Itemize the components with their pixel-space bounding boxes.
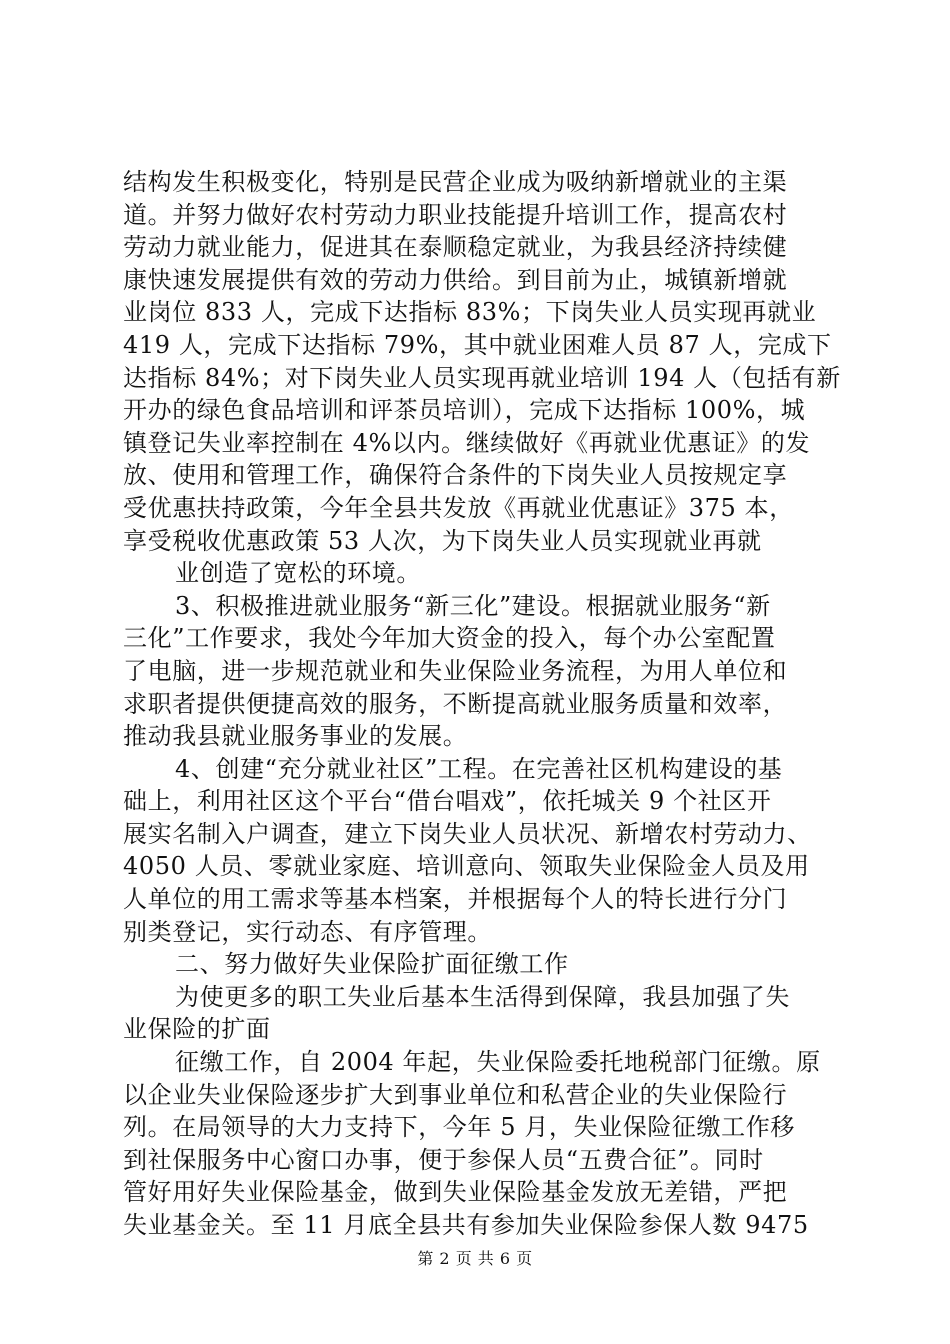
text-line: 享受税收优惠政策 53 人次，为下岗失业人员实现就业再就	[123, 526, 762, 555]
text-line: 419 人，完成下达指标 79%，其中就业困难人员 87 人，完成下	[123, 330, 832, 359]
text-line: 受优惠扶持政策，今年全县共发放《再就业优惠证》375 本，	[123, 493, 794, 522]
text-line: 管好用好失业保险基金，做到失业保险基金发放无差错，严把	[123, 1178, 788, 1207]
text-line: 别类登记，实行动态、有序管理。	[123, 917, 492, 946]
text-line: 道。并努力做好农村劳动力职业技能提升培训工作，提高农村	[123, 200, 788, 229]
text-line: 求职者提供便捷高效的服务，不断提高就业服务质量和效率，	[123, 689, 788, 718]
text-line: 列。在局领导的大力支持下，今年 5 月，失业保险征缴工作移	[123, 1113, 795, 1142]
text-line: 以企业失业保险逐步扩大到事业单位和私营企业的失业保险行	[123, 1080, 788, 1109]
text-line: 劳动力就业能力，促进其在泰顺稳定就业，为我县经济持续健	[123, 233, 788, 262]
document-body	[123, 166, 843, 1242]
text-line: 镇登记失业率控制在 4%以内。继续做好《再就业优惠证》的发	[123, 428, 811, 457]
text-line: 了电脑，进一步规范就业和失业保险业务流程，为用人单位和	[123, 656, 788, 685]
paragraph-start: 征缴工作，自 2004 年起，失业保险委托地税部门征缴。原	[175, 1048, 821, 1077]
text-line: 人单位的用工需求等基本档案，并根据每个人的特长进行分门	[123, 885, 788, 914]
paragraph-start: 为使更多的职工失业后基本生活得到保障，我县加强了失	[175, 982, 790, 1011]
text-line: 达指标 84%；对下岗失业人员实现再就业培训 194 人（包括有新	[123, 363, 841, 392]
text-line: 业保险的扩面	[123, 1015, 271, 1044]
paragraph-start: 4、创建“充分就业社区”工程。在完善社区机构建设的基	[175, 754, 783, 783]
text-line: 4050 人员、零就业家庭、培训意向、领取失业保险金人员及用	[123, 852, 810, 881]
text-line: 推动我县就业服务事业的发展。	[123, 722, 468, 751]
text-line: 三化”工作要求，我处今年加大资金的投入，每个办公室配置	[123, 624, 776, 653]
text-line: 结构发生积极变化，特别是民营企业成为吸纳新增就业的主渠	[123, 168, 788, 196]
section-heading: 二、努力做好失业保险扩面征缴工作	[175, 950, 569, 979]
text-line: 业岗位 833 人，完成下达指标 83%；下岗失业人员实现再就业	[123, 298, 817, 327]
text-line: 业创造了宽松的环境。	[175, 559, 421, 588]
text-line: 础上，利用社区这个平台“借台唱戏”，依托城关 9 个社区开	[123, 787, 772, 816]
text-line: 展实名制入户调查，建立下岗失业人员状况、新增农村劳动力、	[123, 819, 812, 848]
text-line: 康快速发展提供有效的劳动力供给。到目前为止，城镇新增就	[123, 265, 788, 294]
paragraph-start: 3、积极推进就业服务“新三化”建设。根据就业服务“新	[175, 591, 771, 620]
page-number-footer: 第 2 页 共 6 页	[417, 1249, 533, 1268]
text-line: 开办的绿色食品培训和评茶员培训），完成下达指标 100%，城	[123, 396, 806, 425]
text-line: 到社保服务中心窗口办事，便于参保人员“五费合征”。同时	[123, 1145, 764, 1174]
text-line: 放、使用和管理工作，确保符合条件的下岗失业人员按规定享	[123, 461, 788, 490]
text-line: 失业基金关。至 11 月底全县共有参加失业保险参保人数 9475	[123, 1211, 809, 1239]
